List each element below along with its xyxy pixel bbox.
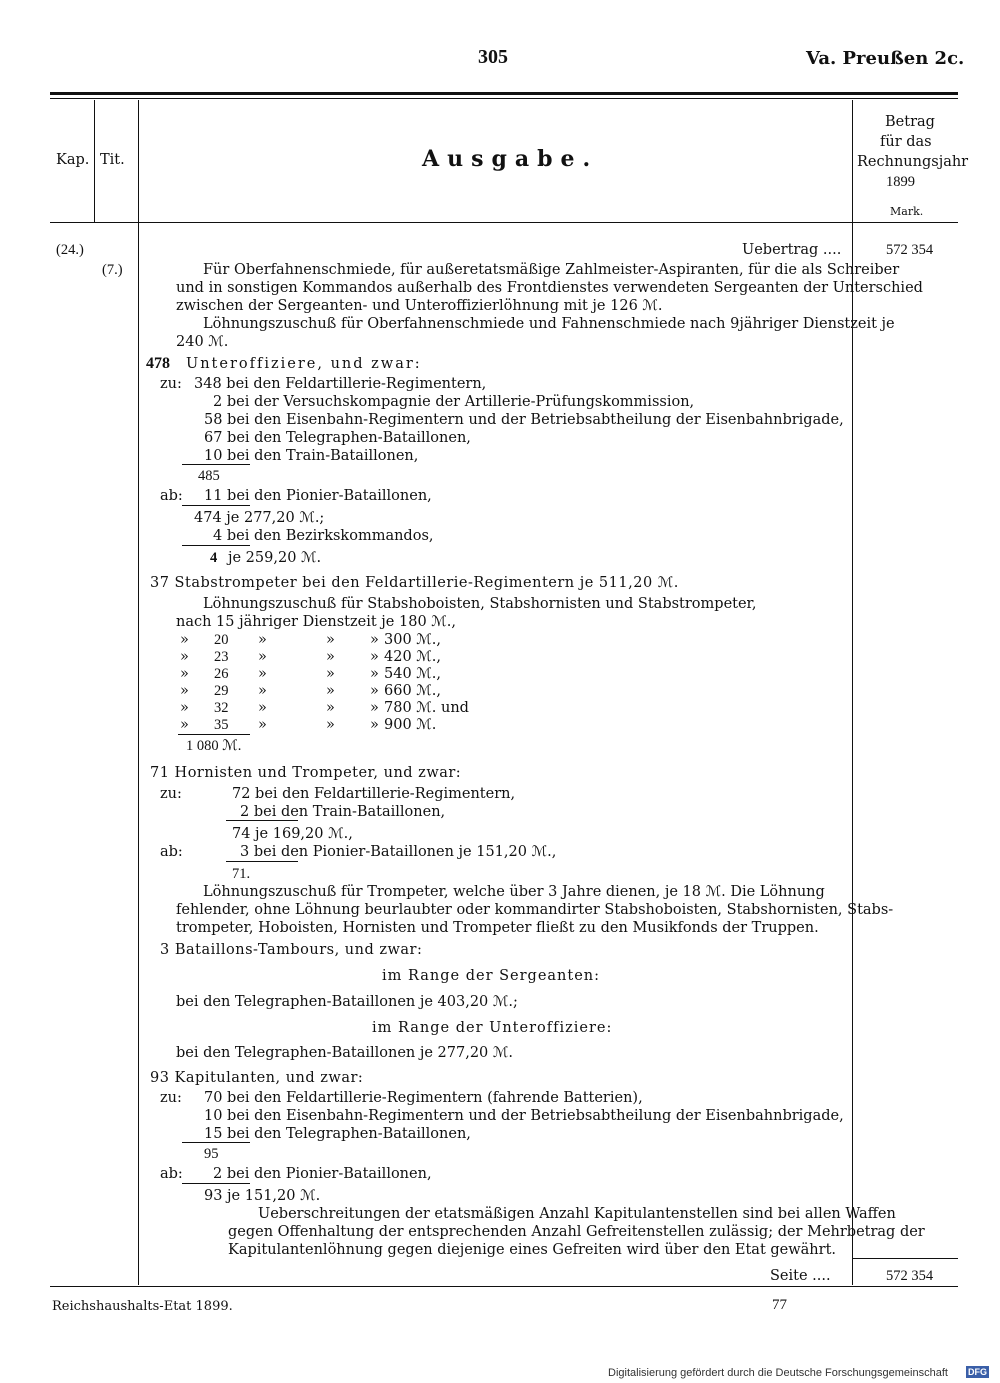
label-zu: zu:	[160, 1090, 182, 1106]
scale-amount: 900 ℳ.	[384, 717, 437, 733]
header-betrag-4: 1899	[886, 174, 915, 190]
scale-years: 26	[214, 666, 229, 682]
folio-number: 77	[772, 1297, 787, 1313]
ditto-mark: »	[370, 632, 379, 648]
body-line: Für Oberfahnenschmiede, für außeretatsmäßige Zahlmeister-Aspiranten, für die als Schreiber	[203, 262, 900, 278]
list-item: je 259,20 ℳ.	[228, 550, 322, 566]
ditto-mark: »	[180, 700, 189, 716]
list-item: 3 bei den Pionier-Bataillonen je 151,20 ℳ.,	[240, 844, 557, 860]
subtotal: 1 080 ℳ.	[186, 738, 242, 754]
ditto-mark: »	[326, 717, 335, 733]
seite-value: 572 354	[886, 1268, 934, 1284]
subtotal: 71.	[232, 866, 251, 882]
scale-years: 29	[214, 683, 229, 699]
rank-heading: im Range der Unteroffiziere:	[372, 1020, 613, 1036]
ditto-mark: »	[326, 683, 335, 699]
rank-heading: im Range der Sergeanten:	[382, 968, 601, 984]
stabstrompeter-heading: 37 Stabstrompeter bei den Feldartillerie-Regimentern je 511,20 ℳ.	[150, 575, 679, 591]
ditto-mark: »	[180, 666, 189, 682]
ditto-mark: »	[258, 717, 267, 733]
subtotal: 4	[210, 550, 218, 566]
list-item: 2 bei den Train-Bataillonen,	[240, 804, 446, 820]
sum-rule	[182, 545, 250, 546]
ditto-mark: »	[370, 683, 379, 699]
etat-caption: Reichshaushalts-Etat 1899.	[52, 1299, 233, 1314]
ditto-mark: »	[370, 666, 379, 682]
ditto-mark: »	[326, 666, 335, 682]
uebertrag-label: Uebertrag ....	[742, 242, 842, 258]
dfg-logo: DFG	[968, 1367, 987, 1377]
header-betrag-2: für das	[880, 134, 932, 150]
table-top-rule-thin	[50, 98, 958, 99]
ditto-mark: »	[370, 700, 379, 716]
header-betrag-1: Betrag	[885, 114, 935, 130]
body-line: trompeter, Hoboisten, Hornisten und Trompeter fließt zu den Musikfonds der Truppen.	[176, 920, 819, 936]
unteroffiziere-heading: Unteroffiziere, und zwar:	[186, 356, 422, 372]
unteroffiziere-count: 478	[146, 355, 170, 372]
list-item: 70 bei den Feldartillerie-Regimentern (fahrende Batterien),	[204, 1090, 643, 1106]
list-item: 10 bei den Train-Bataillonen,	[204, 448, 419, 464]
scale-years: 35	[214, 717, 229, 733]
header-kap: Kap.	[56, 152, 90, 168]
subtotal: 95	[204, 1146, 219, 1162]
scale-amount: 660 ℳ.,	[384, 683, 442, 699]
label-ab: ab:	[160, 488, 183, 504]
list-item: 15 bei den Telegraphen-Bataillonen,	[204, 1126, 471, 1142]
page-number: 305	[478, 46, 508, 68]
body-line: 240 ℳ.	[176, 334, 229, 350]
list-item: 348 bei den Feldartillerie-Regimentern,	[194, 376, 487, 392]
body-line: bei den Telegraphen-Bataillonen je 403,20 ℳ.;	[176, 994, 518, 1010]
ditto-mark: »	[370, 717, 379, 733]
hornisten-heading: 71 Hornisten und Trompeter, und zwar:	[150, 765, 462, 781]
body-line: Löhnungszuschuß für Oberfahnenschmiede und Fahnenschmiede nach 9jähriger Dienstzeit je	[203, 316, 895, 332]
sum-rule	[226, 861, 298, 862]
list-item: 2 bei den Pionier-Bataillonen,	[213, 1166, 432, 1182]
sum-rule	[182, 1183, 250, 1184]
list-item: 93 je 151,20 ℳ.	[204, 1188, 321, 1204]
ditto-mark: »	[326, 632, 335, 648]
list-item: 10 bei den Eisenbahn-Regimentern und der Betriebsabtheilung der Eisenbahnbrigade,	[204, 1108, 844, 1124]
body-line: bei den Telegraphen-Bataillonen je 277,20 ℳ.	[176, 1045, 513, 1061]
scale-years: 20	[214, 632, 229, 648]
header-betrag-3: Rechnungsjahr	[857, 154, 969, 170]
body-line: Kapitulantenlöhnung gegen diejenige eines Gefreiten wird über den Etat gewährt.	[228, 1242, 837, 1258]
list-item: 74 je 169,20 ℳ.,	[232, 826, 353, 842]
header-bottom-rule	[50, 222, 958, 223]
body-line: fehlender, ohne Löhnung beurlaubter oder kommandirter Stabshoboisten, Stabshornisten, Stabs-	[176, 902, 894, 918]
list-item: 67 bei den Telegraphen-Bataillonen,	[204, 430, 471, 446]
ditto-mark: »	[258, 683, 267, 699]
sum-rule	[182, 1142, 250, 1143]
table-bottom-rule	[50, 1286, 958, 1287]
dfg-credit: Digitalisierung gefördert durch die Deutsche Forschungsgemeinschaft	[608, 1367, 948, 1379]
ditto-mark: »	[326, 649, 335, 665]
tit-number: (7.)	[102, 262, 123, 278]
table-top-rule-thick	[50, 92, 958, 95]
body-line: nach 15 jähriger Dienstzeit je 180 ℳ.,	[176, 614, 457, 630]
scale-years: 32	[214, 700, 229, 716]
body-line: gegen Offenhaltung der entsprechenden Anzahl Gefreitenstellen zulässig; der Mehrbetrag der	[228, 1224, 925, 1240]
seite-label: Seite ....	[770, 1268, 831, 1284]
ditto-mark: »	[258, 632, 267, 648]
header-tit: Tit.	[100, 152, 125, 168]
sum-rule	[178, 734, 250, 735]
body-line: Löhnungszuschuß für Stabshoboisten, Stabshornisten und Stabstrompeter,	[203, 596, 757, 612]
list-item: 2 bei der Versuchskompagnie der Artillerie-Prüfungskommission,	[213, 394, 695, 410]
ditto-mark: »	[180, 717, 189, 733]
ditto-mark: »	[180, 649, 189, 665]
sum-rule	[226, 820, 298, 821]
body-line: Ueberschreitungen der etatsmäßigen Anzahl Kapitulantenstellen sind bei allen Waffen	[258, 1206, 896, 1222]
header-mark: Mark.	[890, 205, 924, 218]
sum-rule	[182, 464, 250, 465]
list-item: 11 bei den Pionier-Bataillonen,	[204, 488, 432, 504]
label-ab: ab:	[160, 844, 183, 860]
col-divider-tit	[138, 100, 139, 1285]
total-rule	[852, 1258, 958, 1259]
list-item: 72 bei den Feldartillerie-Regimentern,	[232, 786, 516, 802]
header-ausgabe: Ausgabe.	[422, 146, 599, 172]
ditto-mark: »	[258, 666, 267, 682]
scale-amount: 780 ℳ. und	[384, 700, 469, 716]
list-item: 58 bei den Eisenbahn-Regimentern und der Betriebsabtheilung der Eisenbahnbrigade,	[204, 412, 844, 428]
sum-rule	[182, 505, 250, 506]
list-item: 4 bei den Bezirkskommandos,	[213, 528, 434, 544]
body-line: und in sonstigen Kommandos außerhalb des Frontdienstes verwendeten Sergeanten der Unterschied	[176, 280, 923, 296]
ditto-mark: »	[180, 632, 189, 648]
label-zu: zu:	[160, 786, 182, 802]
ditto-mark: »	[180, 683, 189, 699]
body-line: Löhnungszuschuß für Trompeter, welche über 3 Jahre dienen, je 18 ℳ. Die Löhnung	[203, 884, 825, 900]
uebertrag-value: 572 354	[886, 242, 934, 258]
ditto-mark: »	[370, 649, 379, 665]
label-ab: ab:	[160, 1166, 183, 1182]
tambours-heading: 3 Bataillons-Tambours, und zwar:	[160, 942, 423, 958]
section-title: Va. Preußen 2c.	[806, 48, 965, 69]
kapitulanten-heading: 93 Kapitulanten, und zwar:	[150, 1070, 364, 1086]
scale-amount: 300 ℳ.,	[384, 632, 442, 648]
ditto-mark: »	[258, 649, 267, 665]
label-zu: zu:	[160, 376, 182, 392]
scale-amount: 420 ℳ.,	[384, 649, 442, 665]
body-line: zwischen der Sergeanten- und Unteroffizierlöhnung mit je 126 ℳ.	[176, 298, 663, 314]
subtotal: 485	[198, 468, 220, 484]
ditto-mark: »	[258, 700, 267, 716]
kap-number: (24.)	[56, 242, 84, 258]
ditto-mark: »	[326, 700, 335, 716]
scale-years: 23	[214, 649, 229, 665]
list-item: 474 je 277,20 ℳ.;	[194, 510, 325, 526]
col-divider-kap	[94, 100, 95, 222]
scale-amount: 540 ℳ.,	[384, 666, 442, 682]
